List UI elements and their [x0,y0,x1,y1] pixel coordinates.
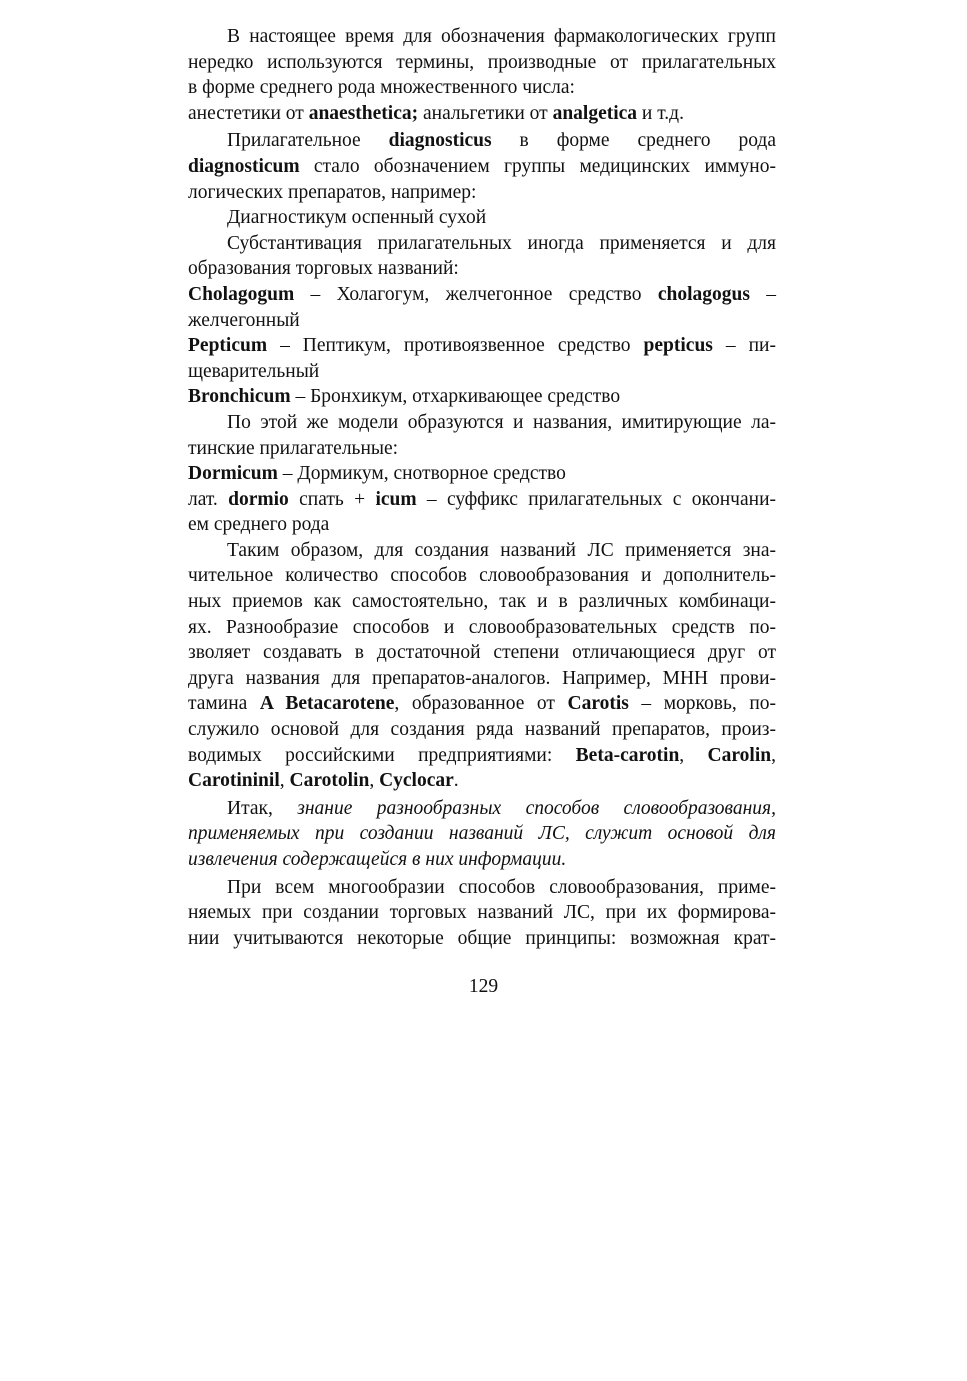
text-line [188,24,776,50]
text-line [188,384,776,410]
text-run: – суффикс прилагательных с окончани- [416,488,777,510]
italic-text: применяемых при создании названий ЛС, служит основой для [188,823,776,845]
bold-term: icum [375,488,417,510]
bold-term: Cholagogum [188,283,295,305]
text-run: . [453,770,459,792]
text-line [188,538,776,564]
text-run: нии учитываются некоторые общие принципы: возможная крат- [188,927,776,949]
text-run: тамина [188,693,260,715]
text-run: Прилагательное [227,130,389,152]
bold-term: Dormicum [188,463,278,485]
text-run: Субстантивация прилагательных иногда применяется и для [227,232,776,254]
text-run: стало обозначением группы медицинских иммуно- [299,155,776,177]
text-run: нередко используются термины, производные от прилагательных [188,51,776,73]
text-run: няемых при создании торговых названий ЛС, при их формирова- [188,902,776,924]
text-line [188,410,776,436]
text-run: лат. [188,488,229,510]
bold-term: cholagogus [657,283,750,305]
page-number: 129 [468,976,499,997]
bold-term: Carolin [707,744,772,766]
italic-text: извлечения содержащейся в них информации. [188,849,567,870]
text-run: – Бронхикум, отхаркивающее средство [290,386,621,408]
bold-term: pepticus [643,335,713,357]
text-run: По этой же модели образуются и названия, имитирующие ла- [227,411,776,433]
text-run: В настоящее время для обозначения фармакологических групп [227,26,776,47]
text-line [188,308,776,334]
text-line [188,75,776,101]
text-run: логических препаратов, например: [188,181,477,203]
text-line [188,666,776,692]
text-run: в форме среднего рода множественного числа: [188,77,575,99]
bold-term: diagnosticus [388,130,492,152]
text-run: – пи- [712,335,776,357]
text-run: чительное количество способов словообразования и дополнитель- [188,565,776,587]
text-line [188,691,776,717]
text-line [188,847,776,873]
text-line [188,128,776,154]
bold-term: dormio [228,488,289,510]
text-run: Таким образом, для создания названий ЛС применяется зна- [227,539,776,561]
text-run: анестетики от [188,102,309,124]
text-line [188,461,776,487]
bold-term: Carotininil [188,770,280,792]
text-run: При всем многообразии способов словообразования, приме- [227,876,776,898]
text-line [188,743,776,769]
bold-term: Carotolin [289,770,370,792]
text-run: друга названия для препаратов-аналогов. Например, МНН прови- [188,667,776,689]
text-line [188,256,776,282]
text-run: Диагностикум оспенный сухой [227,207,487,229]
text-run: Итак, [227,797,298,819]
text-run: анальгетики от [418,102,553,124]
text-line [188,796,776,822]
text-line [188,231,776,257]
bold-term: analgetica [552,102,638,124]
text-run: – Пептикум, противоязвенное средство [267,335,644,357]
text-line [188,487,776,513]
bold-term: Cyclocar [379,770,454,792]
text-run: – Дормикум, снотворное средство [277,463,566,485]
bold-term: diagnosticum [188,155,300,177]
text-run: ем среднего рода [188,514,330,536]
text-run: ях. Разнообразие способов и словообразовательных средств по- [188,616,776,638]
text-run: и т.д. [637,102,684,124]
text-line [188,640,776,666]
text-line [188,615,776,641]
text-line [188,101,776,127]
text-line [188,436,776,462]
text-run: , [679,744,708,766]
text-run: ных приемов как самостоятельно, так и в различных комбинаци- [188,591,776,613]
text-line [188,900,776,926]
text-line [188,926,776,952]
text-run: щеварительный [188,360,320,382]
text-run: , [771,744,776,766]
text-line [188,50,776,76]
text-line [188,512,776,538]
text-line [188,180,776,206]
text-run: , [369,770,380,792]
text-run: – Холагогум, желчегонное средство [294,283,658,305]
bold-term: anaesthetica; [308,102,419,124]
bold-term: Carotis [567,693,629,715]
text-run: образования торговых названий: [188,258,459,280]
text-line [188,205,776,231]
text-run: желчегонный [188,309,300,331]
text-run: – морковь, по- [628,693,776,715]
text-line [188,821,776,847]
text-run: служило основой для создания ряда названий препаратов, произ- [188,719,776,741]
text-line [188,282,776,308]
text-run: водимых российскими предприятиями: [188,744,576,766]
text-line [188,359,776,385]
text-line [188,154,776,180]
text-run: , [279,770,290,792]
text-run: , образованное от [394,693,568,715]
italic-text: знание разнообразных способов словообразования, [297,797,776,819]
text-run: тинские прилагательные: [188,437,399,459]
text-line [188,563,776,589]
text-run: в форме среднего рода [491,130,777,152]
bold-term: A Betacarotene [259,693,395,715]
document-page [188,24,776,951]
text-line [188,589,776,615]
bold-term: Beta-carotin [575,744,680,766]
text-line [188,333,776,359]
text-line [188,717,776,743]
text-run: спать + [288,488,376,510]
text-line [188,875,776,901]
bold-term: Pepticum [188,335,268,357]
text-run: зволяет создавать в достаточной степени отличающиеся друг от [188,642,776,664]
bold-term: Bronchicum [188,386,291,408]
text-line [188,768,776,794]
text-run: – [749,283,776,305]
